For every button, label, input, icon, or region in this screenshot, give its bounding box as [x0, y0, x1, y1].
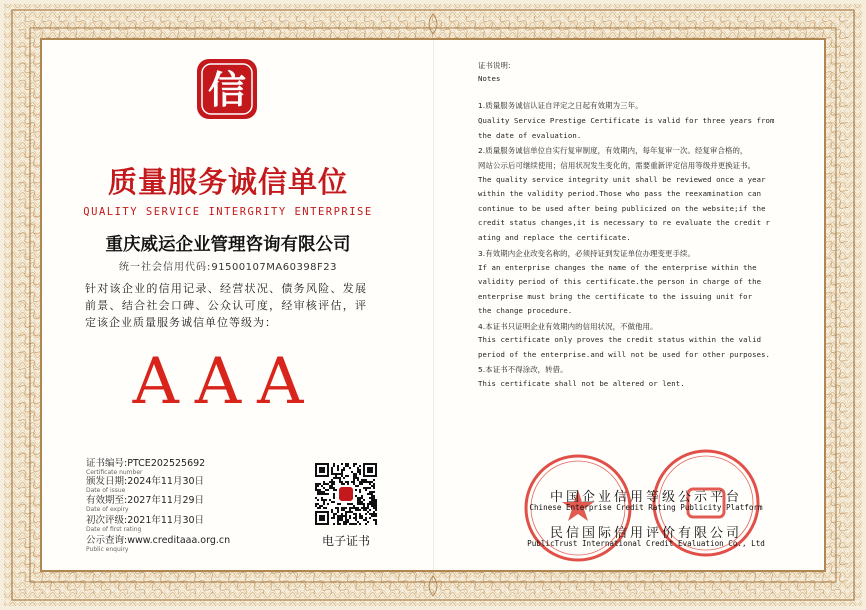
platform-name: 中国企业信用等级公示平台 — [549, 490, 742, 505]
note-line: 3.有效期内企业改变名称的，必须持证到发证单位办理变更手续。 — [478, 249, 695, 258]
credit-code-value: 91500107MA60398F23 — [211, 262, 338, 273]
info-label-en: Date of issue — [86, 487, 126, 494]
info-label-en: Date of expiry — [86, 506, 129, 513]
info-issue-date — [86, 476, 204, 494]
info-label: 颁发日期: — [86, 476, 128, 487]
note-line: period of the enterprise.and will not be used for other purposes. — [478, 350, 771, 359]
info-label: 证书编号: — [86, 458, 128, 469]
note-line: 网站公示后可继续使用；信用状况发生变化的，需要重新评定信用等级并更换证书。 — [478, 161, 756, 170]
note-line: the date of evaluation. — [478, 131, 582, 140]
qr-code-icon[interactable] — [315, 463, 377, 525]
info-label-en: Public enquiry — [86, 546, 129, 553]
note-line: 5.本证书不得涂改，转借。 — [478, 365, 568, 374]
note-line: This certificate only proves the credit status within the valid — [478, 335, 762, 344]
info-value[interactable]: www.creditaaa.org.cn — [127, 535, 231, 546]
center-fold — [433, 40, 434, 570]
logo-glyph: 信 — [207, 67, 247, 112]
note-line: This certificate shall not be altered or lent. — [478, 379, 685, 388]
info-public-enquiry — [86, 535, 230, 553]
note-line: Quality Service Prestige Certificate is valid for three years from — [478, 116, 775, 125]
note-line: 1.质量服务诚信认证自评定之日起有效期为三年。 — [478, 101, 643, 110]
credit-logo-icon — [196, 58, 258, 120]
notes-title: 证书说明: — [478, 61, 511, 70]
certificate-title-en: QUALITY SERVICE INTERGRITY ENTERPRISE — [83, 206, 373, 218]
note-line: validity period of this certificate.the person in charge of the — [478, 277, 762, 286]
evaluation-text: 针对该企业的信用记录、经营状况、债务风险、发展前景、结合社会口碑、公众认可度，经审核评估，评定该企业质量服务诚信单位等级为： — [85, 282, 367, 329]
e-certificate-label: 电子证书 — [321, 534, 370, 548]
info-value: 2021年11月30日 — [127, 515, 205, 526]
certificate-title: 质量服务诚信单位 — [107, 165, 348, 199]
credit-code-label: 统一社会信用代码: — [118, 262, 212, 273]
info-label: 公示查询: — [86, 535, 128, 546]
platform-name-en: Chinese Enterprise Credit Rating Publicity Platform — [529, 503, 763, 512]
note-line: ating and replace the certificate. — [478, 233, 631, 242]
issuer-name-en: PublicTrust International Credit Evaluation Co., Ltd — [527, 539, 765, 548]
note-line: The quality service integrity unit shall be reviewed once a year — [478, 175, 766, 184]
note-line: 2.质量服务诚信单位自实行复审制度，有效期内，每年复审一次。经复审合格的， — [478, 146, 748, 155]
info-value: PTCE202525692 — [127, 458, 206, 469]
note-line: the change procedure. — [478, 306, 573, 315]
info-first-rating — [86, 515, 204, 533]
info-value: 2027年11月29日 — [127, 495, 205, 506]
issuer-name: 民信国际信用评价有限公司 — [549, 526, 742, 541]
credit-code-line — [60, 258, 396, 273]
note-line: continue to be used after being publicized on the website;if the — [478, 204, 766, 213]
info-label-en: Certificate number — [86, 469, 143, 476]
info-label: 初次评级: — [86, 515, 128, 526]
note-line: within the validity period.Those who pass the reexamination can — [478, 189, 762, 198]
note-line: If an enterprise changes the name of the enterprise within the — [478, 263, 757, 272]
info-label-en: Date of first rating — [86, 526, 142, 533]
info-value: 2024年11月30日 — [127, 476, 205, 487]
company-name: 重庆威运企业管理咨询有限公司 — [105, 235, 351, 255]
note-line: 4.本证书只证明企业有效期内的信用状况，不做他用。 — [478, 322, 658, 331]
grade-rating: AAA — [132, 345, 320, 419]
info-certificate-number — [86, 458, 205, 476]
note-line: credit status changes,it is necessary to re evaluate the credit r — [478, 218, 771, 227]
notes-title-en: Notes — [478, 74, 501, 83]
info-label: 有效期至: — [86, 495, 128, 506]
info-expiry-date — [86, 495, 204, 513]
note-line: enterprise must bring the certificate to the issuing unit for — [478, 292, 753, 301]
